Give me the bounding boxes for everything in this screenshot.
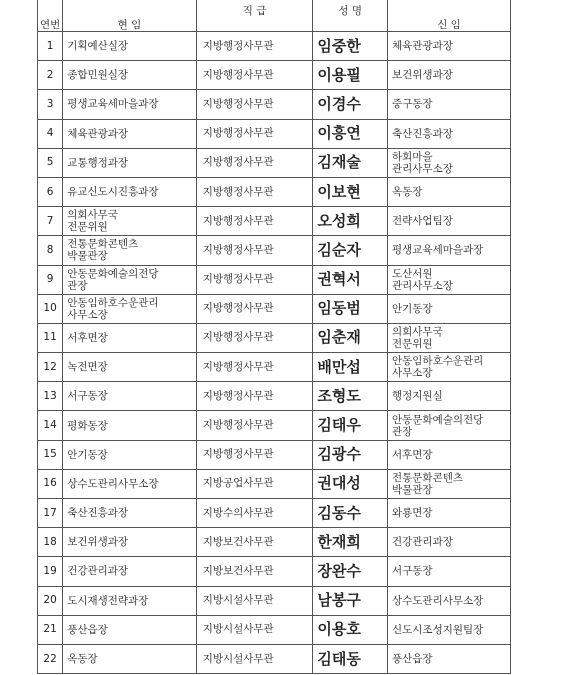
current-position [63,61,196,90]
row-number: 15 [38,440,63,469]
current-position [63,90,196,119]
current-position-line: 축산진흥과장 [67,507,129,520]
personnel-table [37,0,511,674]
rank: 지방시설사무관 [196,615,313,644]
row-number: 13 [38,382,63,411]
table-row [38,265,511,294]
current-position-line: 녹전면장 [67,361,108,374]
person-name: 임춘재 [313,323,388,352]
person-name: 이용호 [313,615,388,644]
rank: 지방행정사무관 [196,177,313,206]
new-position [388,586,511,615]
current-position [63,236,196,265]
current-position [63,148,196,177]
new-position-line: 전통문화콘텐츠 [392,471,464,484]
new-position-line: 체육관광과장 [392,40,453,53]
new-position [388,265,511,294]
new-position-line: 중구동장 [392,98,433,111]
row-number: 17 [38,499,63,528]
person-name: 조형도 [313,382,388,411]
person-name: 장완수 [313,557,388,586]
current-position-line: 전통문화콘텐츠 [67,238,139,251]
table-row [38,528,511,557]
table-row [38,32,511,61]
current-position-line: 박물관장 [67,250,108,263]
rank: 지방공업사무관 [196,469,313,498]
table-row [38,411,511,440]
row-number: 5 [38,148,63,177]
new-position [388,557,511,586]
current-position-line: 풍산읍장 [67,623,108,636]
header-rank: 직 급 [196,0,313,32]
person-name: 권혁서 [313,265,388,294]
current-position [63,440,196,469]
new-position [388,61,511,90]
rank: 지방행정사무관 [196,353,313,382]
new-position [388,615,511,644]
current-position [63,615,196,644]
row-number: 22 [38,644,63,673]
new-position-line: 하회마을 [392,150,433,163]
current-position [63,177,196,206]
header-name: 성 명 [313,0,388,32]
new-position [388,499,511,528]
new-position [388,236,511,265]
rank: 지방행정사무관 [196,148,313,177]
rank: 지방보건사무관 [196,557,313,586]
new-position-line: 의회사무국 [392,325,443,338]
new-position [388,90,511,119]
person-name: 이보현 [313,177,388,206]
table-row [38,294,511,323]
header-new: 신 임 [388,0,511,32]
new-position [388,323,511,352]
current-position-line: 평생교육세마을과장 [67,98,159,111]
current-position-line: 유교신도시진흥과장 [67,186,159,199]
current-position [63,586,196,615]
table-row [38,236,511,265]
table-row [38,148,511,177]
current-position [63,265,196,294]
new-position [388,382,511,411]
person-name: 오성희 [313,207,388,236]
row-number: 6 [38,177,63,206]
row-number: 12 [38,353,63,382]
current-position-line: 평화동장 [67,419,108,432]
row-number: 9 [38,265,63,294]
row-number: 1 [38,32,63,61]
person-name: 이용필 [313,61,388,90]
rank: 지방행정사무관 [196,32,313,61]
rank: 지방시설사무관 [196,644,313,673]
current-position-line: 안기동장 [67,448,108,461]
table-row [38,644,511,673]
current-position [63,119,196,148]
new-position [388,207,511,236]
current-position [63,469,196,498]
new-position-line: 사무소장 [392,367,433,380]
new-position-line: 건강관리과장 [392,536,453,549]
rank: 지방행정사무관 [196,382,313,411]
current-position-line: 상수도관리사무소장 [67,477,159,490]
new-position-line: 안동문화예술의전당 [392,413,484,426]
table-row [38,499,511,528]
new-position-line: 관장 [392,425,413,438]
new-position-line: 상수도관리사무소장 [392,594,484,607]
current-position-line: 의회사무국 [67,209,118,222]
current-position-line: 사무소장 [67,308,108,321]
rank: 지방시설사무관 [196,586,313,615]
row-number: 14 [38,411,63,440]
table-row [38,382,511,411]
person-name: 이경수 [313,90,388,119]
new-position [388,440,511,469]
new-position [388,469,511,498]
table-row [38,61,511,90]
current-position-line: 건강관리과장 [67,565,129,578]
current-position [63,528,196,557]
header-current: 현 임 [63,0,196,32]
row-number: 7 [38,207,63,236]
current-position [63,294,196,323]
rank: 지방행정사무관 [196,207,313,236]
current-position-line: 체육관광과장 [67,127,129,140]
person-name: 배만섭 [313,353,388,382]
rank: 지방행정사무관 [196,236,313,265]
table-row [38,353,511,382]
rank: 지방행정사무관 [196,323,313,352]
new-position-line: 와룡면장 [392,507,433,520]
new-position-line: 축산진흥과장 [392,127,453,140]
person-name: 임동범 [313,294,388,323]
new-position-line: 신도시조성지원팀장 [392,623,484,636]
row-number: 2 [38,61,63,90]
new-position [388,119,511,148]
current-position-line: 종합민원실장 [67,69,129,82]
person-name: 한재희 [313,528,388,557]
table-header-row [38,0,511,32]
row-number: 4 [38,119,63,148]
rank: 지방행정사무관 [196,119,313,148]
new-position-line: 박물관장 [392,483,433,496]
rank: 지방보건사무관 [196,528,313,557]
table-row [38,557,511,586]
row-number: 11 [38,323,63,352]
current-position [63,353,196,382]
new-position-line: 관리사무소장 [392,162,453,175]
new-position [388,411,511,440]
current-position-line: 도시재생전략과장 [67,594,149,607]
rank: 지방행정사무관 [196,411,313,440]
current-position [63,207,196,236]
person-name: 이흥연 [313,119,388,148]
table-row [38,440,511,469]
current-position [63,499,196,528]
current-position [63,323,196,352]
current-position [63,644,196,673]
table-row [38,469,511,498]
row-number: 8 [38,236,63,265]
new-position [388,353,511,382]
table-row [38,90,511,119]
current-position-line: 안동임하호수운관리 [67,296,159,309]
row-number: 21 [38,615,63,644]
new-position-line: 서구동장 [392,565,433,578]
current-position-line: 기획예산실장 [67,40,129,53]
rank: 지방행정사무관 [196,265,313,294]
person-name: 김태우 [313,411,388,440]
row-number: 10 [38,294,63,323]
current-position-line: 전문위원 [67,221,108,234]
new-position [388,148,511,177]
person-name: 김광수 [313,440,388,469]
new-position-line: 안기동장 [392,302,433,315]
new-position-line: 행정지원실 [392,390,443,403]
new-position-line: 전략사업팀장 [392,215,453,228]
row-number: 20 [38,586,63,615]
rank: 지방행정사무관 [196,294,313,323]
rank: 지방행정사무관 [196,61,313,90]
person-name: 남봉구 [313,586,388,615]
row-number: 18 [38,528,63,557]
current-position-line: 관장 [67,279,88,292]
current-position-line: 보건위생과장 [67,536,129,549]
current-position [63,557,196,586]
current-position-line: 안동문화예술의전당 [67,267,159,280]
new-position [388,294,511,323]
new-position-line: 안동임하호수운관리 [392,355,484,368]
new-position [388,528,511,557]
new-position-line: 평생교육세마을과장 [392,244,484,257]
new-position-line: 보건위생과장 [392,69,453,82]
current-position-line: 서구동장 [67,390,108,403]
table-row [38,615,511,644]
current-position-line: 교통행정과장 [67,156,129,169]
rank: 지방행정사무관 [196,90,313,119]
new-position [388,644,511,673]
new-position-line: 관리사무소장 [392,279,453,292]
new-position-line: 전문위원 [392,337,433,350]
new-position [388,177,511,206]
person-name: 김태동 [313,644,388,673]
rank: 지방행정사무관 [196,440,313,469]
current-position-line: 옥동장 [67,653,98,666]
current-position [63,411,196,440]
person-name: 권대성 [313,469,388,498]
person-name: 김동수 [313,499,388,528]
table-row [38,586,511,615]
new-position-line: 옥동장 [392,186,423,199]
person-name: 임중한 [313,32,388,61]
person-name: 김순자 [313,236,388,265]
current-position [63,382,196,411]
row-number: 16 [38,469,63,498]
table-row [38,207,511,236]
new-position [388,32,511,61]
table-row [38,177,511,206]
row-number: 3 [38,90,63,119]
header-no: 연번 [38,0,63,32]
current-position-line: 서후면장 [67,331,108,344]
row-number: 19 [38,557,63,586]
table-row [38,323,511,352]
table-row [38,119,511,148]
person-name: 김재술 [313,148,388,177]
rank: 지방수의사무관 [196,499,313,528]
new-position-line: 서후면장 [392,448,433,461]
new-position-line: 풍산읍장 [392,653,433,666]
current-position [63,32,196,61]
new-position-line: 도산서원 [392,267,433,280]
